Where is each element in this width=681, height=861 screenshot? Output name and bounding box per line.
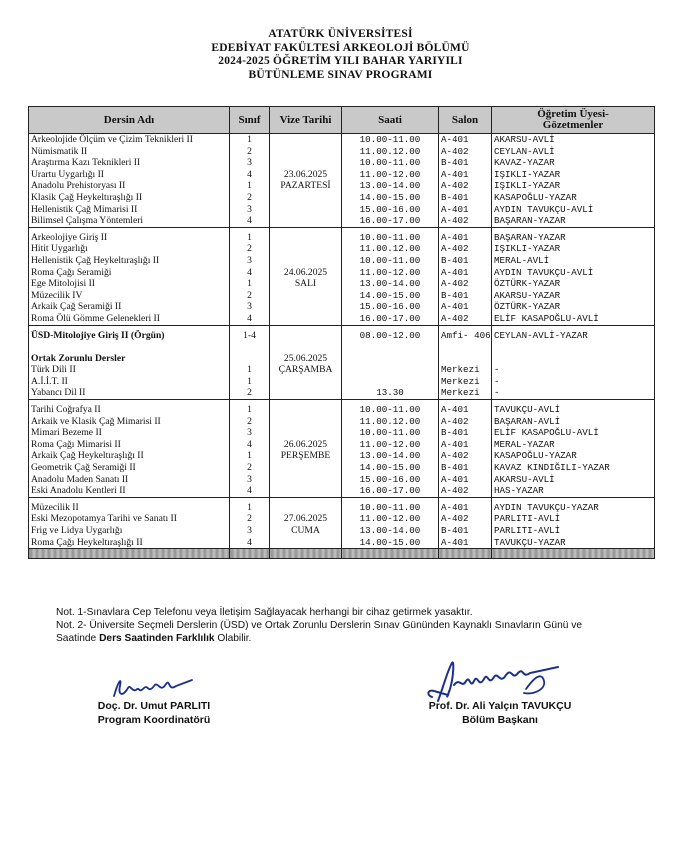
course-name: Arkaik ve Klasik Çağ Mimarisi II bbox=[29, 416, 230, 428]
class-year: 1 bbox=[230, 364, 270, 376]
proctors: TAVUKÇU-AVLİ bbox=[492, 404, 655, 416]
exam-room: A-402 bbox=[439, 278, 492, 290]
table-row bbox=[29, 267, 655, 279]
exam-room: A-401 bbox=[439, 502, 492, 514]
table-row bbox=[29, 290, 655, 302]
exam-time: 11.00-12.00 bbox=[342, 267, 439, 279]
exam-room: B-401 bbox=[439, 525, 492, 537]
exam-date-cell bbox=[270, 232, 342, 325]
table-row bbox=[29, 243, 655, 255]
exam-date-cell bbox=[270, 134, 342, 228]
class-year: 4 bbox=[230, 537, 270, 549]
exam-time: 13.00-14.00 bbox=[342, 450, 439, 462]
class-year: 2 bbox=[230, 146, 270, 158]
proctors: ELİF KASAPOĞLU-AVLİ bbox=[492, 427, 655, 439]
col-header-sinif: Sınıf bbox=[230, 107, 270, 134]
proctors: ÖZTÜRK-YAZAR bbox=[492, 278, 655, 290]
exam-room: A-401 bbox=[439, 404, 492, 416]
exam-time: 15.00-16.00 bbox=[342, 204, 439, 216]
table-row bbox=[29, 439, 655, 451]
proctors: AYDIN TAVUKÇU-AVLİ bbox=[492, 204, 655, 216]
class-year: 1 bbox=[230, 376, 270, 388]
exam-room: A-401 bbox=[439, 134, 492, 146]
course-name: Hellenistik Çağ Heykeltıraşlığı II bbox=[29, 255, 230, 267]
exam-time: 16.00-17.00 bbox=[342, 313, 439, 325]
proctors: MERAL-YAZAR bbox=[492, 439, 655, 451]
class-year: 3 bbox=[230, 204, 270, 216]
col-header-ogretim-line1: Öğretim Üyesi- bbox=[537, 108, 609, 120]
note-2-post: Olabilir. bbox=[214, 633, 252, 644]
col-header-ogretim-line2: Gözetmenler bbox=[542, 119, 604, 131]
proctors: AKARSU-AVLİ bbox=[492, 474, 655, 486]
class-year: 4 bbox=[230, 439, 270, 451]
footer-band-cell bbox=[439, 549, 492, 559]
table-row bbox=[29, 169, 655, 181]
course-name bbox=[29, 341, 230, 353]
exam-time: 14.00-15.00 bbox=[342, 290, 439, 302]
proctors: BAŞARAN-YAZAR bbox=[492, 232, 655, 244]
exam-date-cell bbox=[270, 502, 342, 549]
exam-date: 26.06.2025 bbox=[283, 438, 328, 450]
proctors: IŞIKLI-YAZAR bbox=[492, 169, 655, 181]
proctors bbox=[492, 341, 655, 353]
proctors: MERAL-AVLİ bbox=[492, 255, 655, 267]
table-row bbox=[29, 537, 655, 549]
exam-room: A-401 bbox=[439, 537, 492, 549]
table-row bbox=[29, 278, 655, 290]
col-header-ders: Dersin Adı bbox=[29, 107, 230, 134]
table-row bbox=[29, 192, 655, 204]
proctors: AYDIN TAVUKÇU-AVLİ bbox=[492, 267, 655, 279]
col-header-saati: Saati bbox=[342, 107, 439, 134]
table-row bbox=[29, 157, 655, 169]
class-year bbox=[230, 353, 270, 365]
proctors: CEYLAN-AVLİ bbox=[492, 146, 655, 158]
table-row bbox=[29, 427, 655, 439]
exam-time bbox=[342, 353, 439, 365]
proctors: - bbox=[492, 364, 655, 376]
exam-room bbox=[439, 341, 492, 353]
class-year: 2 bbox=[230, 243, 270, 255]
proctors: KASAPOĞLU-YAZAR bbox=[492, 450, 655, 462]
exam-time: 16.00-17.00 bbox=[342, 215, 439, 227]
table-body bbox=[29, 134, 655, 559]
exam-time: 16.00-17.00 bbox=[342, 485, 439, 497]
table-row bbox=[29, 204, 655, 216]
footer-band-cell bbox=[342, 549, 439, 559]
proctors: IŞIKLI-YAZAR bbox=[492, 243, 655, 255]
exam-date: 24.06.2025 bbox=[283, 266, 328, 278]
exam-time: 13.00-14.00 bbox=[342, 525, 439, 537]
exam-time: 11.00-12.00 bbox=[342, 169, 439, 181]
exam-time: 14.00-15.00 bbox=[342, 462, 439, 474]
table-row bbox=[29, 330, 655, 342]
left-signatory-title: Program Koordinatörü bbox=[97, 714, 211, 726]
exam-time: 10.00-11.00 bbox=[342, 157, 439, 169]
class-year: 1 bbox=[230, 134, 270, 146]
exam-date: 23.06.2025 bbox=[283, 168, 328, 180]
footer-band-cell bbox=[29, 549, 230, 559]
exam-room: Merkezi bbox=[439, 387, 492, 399]
table-row bbox=[29, 146, 655, 158]
course-name: Müzecilik II bbox=[29, 502, 230, 514]
table-row bbox=[29, 313, 655, 325]
course-name: Türk Dili II bbox=[29, 364, 230, 376]
table-row bbox=[29, 134, 655, 146]
exam-time: 14.00-15.00 bbox=[342, 192, 439, 204]
footer-band-cell bbox=[230, 549, 270, 559]
proctors: KAVAZ KINDIĞILI-YAZAR bbox=[492, 462, 655, 474]
exam-room: A-402 bbox=[439, 180, 492, 192]
table-row bbox=[29, 215, 655, 227]
class-year: 1 bbox=[230, 450, 270, 462]
exam-date-cell bbox=[270, 330, 342, 400]
exam-room bbox=[439, 353, 492, 365]
exam-room: A-402 bbox=[439, 513, 492, 525]
proctors: - bbox=[492, 387, 655, 399]
proctors: PARLITI-AVLİ bbox=[492, 525, 655, 537]
class-year: 2 bbox=[230, 416, 270, 428]
class-year bbox=[230, 341, 270, 353]
class-year: 1 bbox=[230, 502, 270, 514]
course-name: Bilimsel Çalışma Yöntemleri bbox=[29, 215, 230, 227]
course-name: Arkaik Çağ Heykeltıraşlığı II bbox=[29, 450, 230, 462]
faculty-department: EDEBİYAT FAKÜLTESİ ARKEOLOJİ BÖLÜMÜ bbox=[211, 41, 470, 54]
course-name: Klasik Çağ Heykeltıraşlığı II bbox=[29, 192, 230, 204]
exam-time: 15.00-16.00 bbox=[342, 474, 439, 486]
ortak-dersler-title: Ortak Zorunlu Dersler bbox=[29, 353, 230, 365]
exam-date: 27.06.2025 bbox=[283, 513, 328, 525]
exam-room: A-402 bbox=[439, 450, 492, 462]
course-name: Arkeolojiye Giriş II bbox=[29, 232, 230, 244]
footer-band-cell bbox=[492, 549, 655, 559]
exam-time: 11.00-12.00 bbox=[342, 513, 439, 525]
program-title: BÜTÜNLEME SINAV PROGRAMI bbox=[248, 68, 433, 81]
class-year: 2 bbox=[230, 462, 270, 474]
course-name: Frig ve Lidya Uygarlığı bbox=[29, 525, 230, 537]
exam-room: Merkezi bbox=[439, 364, 492, 376]
course-name: Eski Mezopotamya Tarihi ve Sanatı II bbox=[29, 513, 230, 525]
table-row bbox=[29, 416, 655, 428]
course-name: Anadolu Maden Sanatı II bbox=[29, 474, 230, 486]
course-name: Araştırma Kazı Teknikleri II bbox=[29, 157, 230, 169]
table-row bbox=[29, 180, 655, 192]
table-row bbox=[29, 485, 655, 497]
table-row bbox=[29, 301, 655, 313]
proctors: ELİF KASAPOĞLU-AVLİ bbox=[492, 313, 655, 325]
exam-room: B-401 bbox=[439, 255, 492, 267]
note-2-pre: Saatinde bbox=[56, 633, 100, 644]
exam-day: ÇARŞAMBA bbox=[278, 364, 333, 376]
course-name: ÜSD-Mitolojiye Giriş II (Örgün) bbox=[29, 330, 230, 342]
course-name: Ege Mitolojisi II bbox=[29, 278, 230, 290]
proctors: BAŞARAN-YAZAR bbox=[492, 215, 655, 227]
proctors: AKARSU-YAZAR bbox=[492, 290, 655, 302]
exam-schedule-table bbox=[28, 106, 655, 559]
exam-room: A-401 bbox=[439, 474, 492, 486]
left-signatory-name: Doç. Dr. Umut PARLITI bbox=[97, 700, 211, 712]
proctors: HAS-YAZAR bbox=[492, 485, 655, 497]
exam-time: 10.00-11.00 bbox=[342, 255, 439, 267]
exam-time: 13.00-14.00 bbox=[342, 278, 439, 290]
exam-time: 11.00.12.00 bbox=[342, 416, 439, 428]
exam-room: A-401 bbox=[439, 267, 492, 279]
exam-time: 10.00-11.00 bbox=[342, 427, 439, 439]
table-row bbox=[29, 462, 655, 474]
class-year: 1 bbox=[230, 278, 270, 290]
exam-time: 15.00-16.00 bbox=[342, 301, 439, 313]
right-signatory-title: Bölüm Başkanı bbox=[462, 714, 538, 726]
class-year: 2 bbox=[230, 387, 270, 399]
exam-time: 08.00-12.00 bbox=[342, 330, 439, 342]
class-year: 3 bbox=[230, 474, 270, 486]
exam-time: 13.30 bbox=[342, 364, 439, 399]
exam-room: Merkezi bbox=[439, 376, 492, 388]
proctors: PARLITI-AVLİ bbox=[492, 513, 655, 525]
exam-room: B-401 bbox=[439, 192, 492, 204]
notes-section bbox=[56, 606, 646, 645]
section-title-row bbox=[29, 353, 655, 365]
exam-day: SALI bbox=[294, 278, 317, 290]
exam-day: CUMA bbox=[291, 525, 320, 536]
class-year: 1 bbox=[230, 180, 270, 192]
class-year: 4 bbox=[230, 267, 270, 279]
table-header-row bbox=[29, 107, 655, 134]
course-name: Tarihi Coğrafya II bbox=[29, 404, 230, 416]
proctors: AKARSU-AVLİ bbox=[492, 134, 655, 146]
left-signatory bbox=[66, 699, 242, 727]
exam-room: A-402 bbox=[439, 215, 492, 227]
right-signatory bbox=[380, 699, 620, 727]
table-row bbox=[29, 474, 655, 486]
course-name: Roma Çağı Seramiği bbox=[29, 267, 230, 279]
note-1: Not. 1-Sınavlara Cep Telefonu veya İletişim Sağlayacak herhangi bir cihaz getirmek yasaktır. bbox=[56, 607, 473, 618]
proctors: ÖZTÜRK-YAZAR bbox=[492, 301, 655, 313]
exam-time: 11.00-12.00 bbox=[342, 439, 439, 451]
course-name: Roma Çağı Heykeltıraşlığı II bbox=[29, 537, 230, 549]
course-name: Müzecilik IV bbox=[29, 290, 230, 302]
note-2-continued bbox=[56, 632, 646, 645]
course-name: Mimari Bezeme II bbox=[29, 427, 230, 439]
table-row bbox=[29, 364, 655, 376]
proctors bbox=[492, 353, 655, 365]
exam-time: 10.00-11.00 bbox=[342, 232, 439, 244]
class-year: 3 bbox=[230, 157, 270, 169]
proctors: KAVAZ-YAZAR bbox=[492, 157, 655, 169]
col-header-ogretim bbox=[492, 107, 655, 134]
class-year: 4 bbox=[230, 169, 270, 181]
class-year: 3 bbox=[230, 301, 270, 313]
class-year: 4 bbox=[230, 313, 270, 325]
proctors: BAŞARAN-AVLİ bbox=[492, 416, 655, 428]
proctors: AYDIN TAVUKÇU-YAZAR bbox=[492, 502, 655, 514]
course-name: Nümismatik II bbox=[29, 146, 230, 158]
course-name: Eski Anadolu Kentleri II bbox=[29, 485, 230, 497]
document-header bbox=[0, 28, 681, 82]
class-year: 3 bbox=[230, 525, 270, 537]
exam-room: B-401 bbox=[439, 290, 492, 302]
table-row bbox=[29, 404, 655, 416]
course-name: Yabancı Dil II bbox=[29, 387, 230, 399]
exam-room: B-401 bbox=[439, 462, 492, 474]
course-name: Arkeolojide Ölçüm ve Çizim Teknikleri II bbox=[29, 134, 230, 146]
note-2-bold: Ders Saatinden Farklılık bbox=[99, 633, 215, 644]
table-footer-band bbox=[29, 549, 655, 559]
class-year: 2 bbox=[230, 290, 270, 302]
course-name: Roma Ölü Gömme Gelenekleri II bbox=[29, 313, 230, 325]
exam-time: 13.00-14.00 bbox=[342, 180, 439, 192]
table-row bbox=[29, 502, 655, 514]
right-signatory-name: Prof. Dr. Ali Yalçın TAVUKÇU bbox=[428, 700, 572, 712]
exam-date-cell bbox=[270, 404, 342, 497]
proctors: IŞIKLI-YAZAR bbox=[492, 180, 655, 192]
course-name: Hitit Uygarlığı bbox=[29, 243, 230, 255]
exam-room: A-402 bbox=[439, 146, 492, 158]
exam-room: B-401 bbox=[439, 427, 492, 439]
exam-time: 11.00.12.00 bbox=[342, 146, 439, 158]
exam-time bbox=[342, 341, 439, 353]
class-year: 4 bbox=[230, 215, 270, 227]
course-name: Roma Çağı Mimarisi II bbox=[29, 439, 230, 451]
table-row bbox=[29, 450, 655, 462]
class-year: 3 bbox=[230, 255, 270, 267]
exam-room: A-402 bbox=[439, 416, 492, 428]
exam-time: 10.00-11.00 bbox=[342, 134, 439, 146]
blank-row bbox=[29, 341, 655, 353]
course-name: Geometrik Çağ Seramiği II bbox=[29, 462, 230, 474]
table-row bbox=[29, 232, 655, 244]
exam-date: 25.06.2025 bbox=[283, 352, 328, 364]
class-year: 1 bbox=[230, 404, 270, 416]
exam-room: A-402 bbox=[439, 485, 492, 497]
footer-band-cell bbox=[270, 549, 342, 559]
exam-day: PERŞEMBE bbox=[280, 450, 331, 462]
exam-time: 14.00-15.00 bbox=[342, 537, 439, 549]
course-name: Hellenistik Çağ Mimarisi II bbox=[29, 204, 230, 216]
exam-room: A-401 bbox=[439, 232, 492, 244]
proctors: CEYLAN-AVLİ-YAZAR bbox=[492, 330, 655, 342]
exam-time: 11.00.12.00 bbox=[342, 243, 439, 255]
class-year: 1 bbox=[230, 232, 270, 244]
course-name: Urartu Uygarlığı II bbox=[29, 169, 230, 181]
class-year: 2 bbox=[230, 513, 270, 525]
academic-term: 2024-2025 ÖĞRETİM YILI BAHAR YARIYILI bbox=[218, 55, 463, 67]
exam-room: A-401 bbox=[439, 439, 492, 451]
class-year: 3 bbox=[230, 427, 270, 439]
exam-room: A-402 bbox=[439, 313, 492, 325]
table-row bbox=[29, 513, 655, 525]
exam-room: A-401 bbox=[439, 204, 492, 216]
exam-room: A-402 bbox=[439, 243, 492, 255]
proctors: TAVUKÇU-YAZAR bbox=[492, 537, 655, 549]
table-row bbox=[29, 525, 655, 537]
course-name: A.İ.İ.T. II bbox=[29, 376, 230, 388]
exam-room: A-401 bbox=[439, 169, 492, 181]
exam-room: B-401 bbox=[439, 157, 492, 169]
col-header-vize: Vize Tarihi bbox=[270, 107, 342, 134]
exam-day: PAZARTESİ bbox=[280, 180, 331, 192]
note-2: Not. 2- Üniversite Seçmeli Derslerin (ÜSD) ve Ortak Zorunlu Derslerin Sınav Gününden Kaynaklı Sınavların Günü ve bbox=[56, 620, 583, 631]
class-year: 4 bbox=[230, 485, 270, 497]
class-year: 1-4 bbox=[230, 330, 270, 342]
exam-time: 10.00-11.00 bbox=[342, 404, 439, 416]
class-year: 2 bbox=[230, 192, 270, 204]
course-name: Anadolu Prehistoryası II bbox=[29, 180, 230, 192]
proctors: KASAPOĞLU-YAZAR bbox=[492, 192, 655, 204]
exam-room: Amfi- 406 bbox=[439, 330, 492, 342]
table-row bbox=[29, 255, 655, 267]
university-name: ATATÜRK ÜNİVERSİTESİ bbox=[268, 28, 413, 40]
exam-room: A-401 bbox=[439, 301, 492, 313]
course-name: Arkaik Çağ Seramiği II bbox=[29, 301, 230, 313]
proctors: - bbox=[492, 376, 655, 388]
col-header-salon: Salon bbox=[439, 107, 492, 134]
exam-time: 10.00-11.00 bbox=[342, 502, 439, 514]
